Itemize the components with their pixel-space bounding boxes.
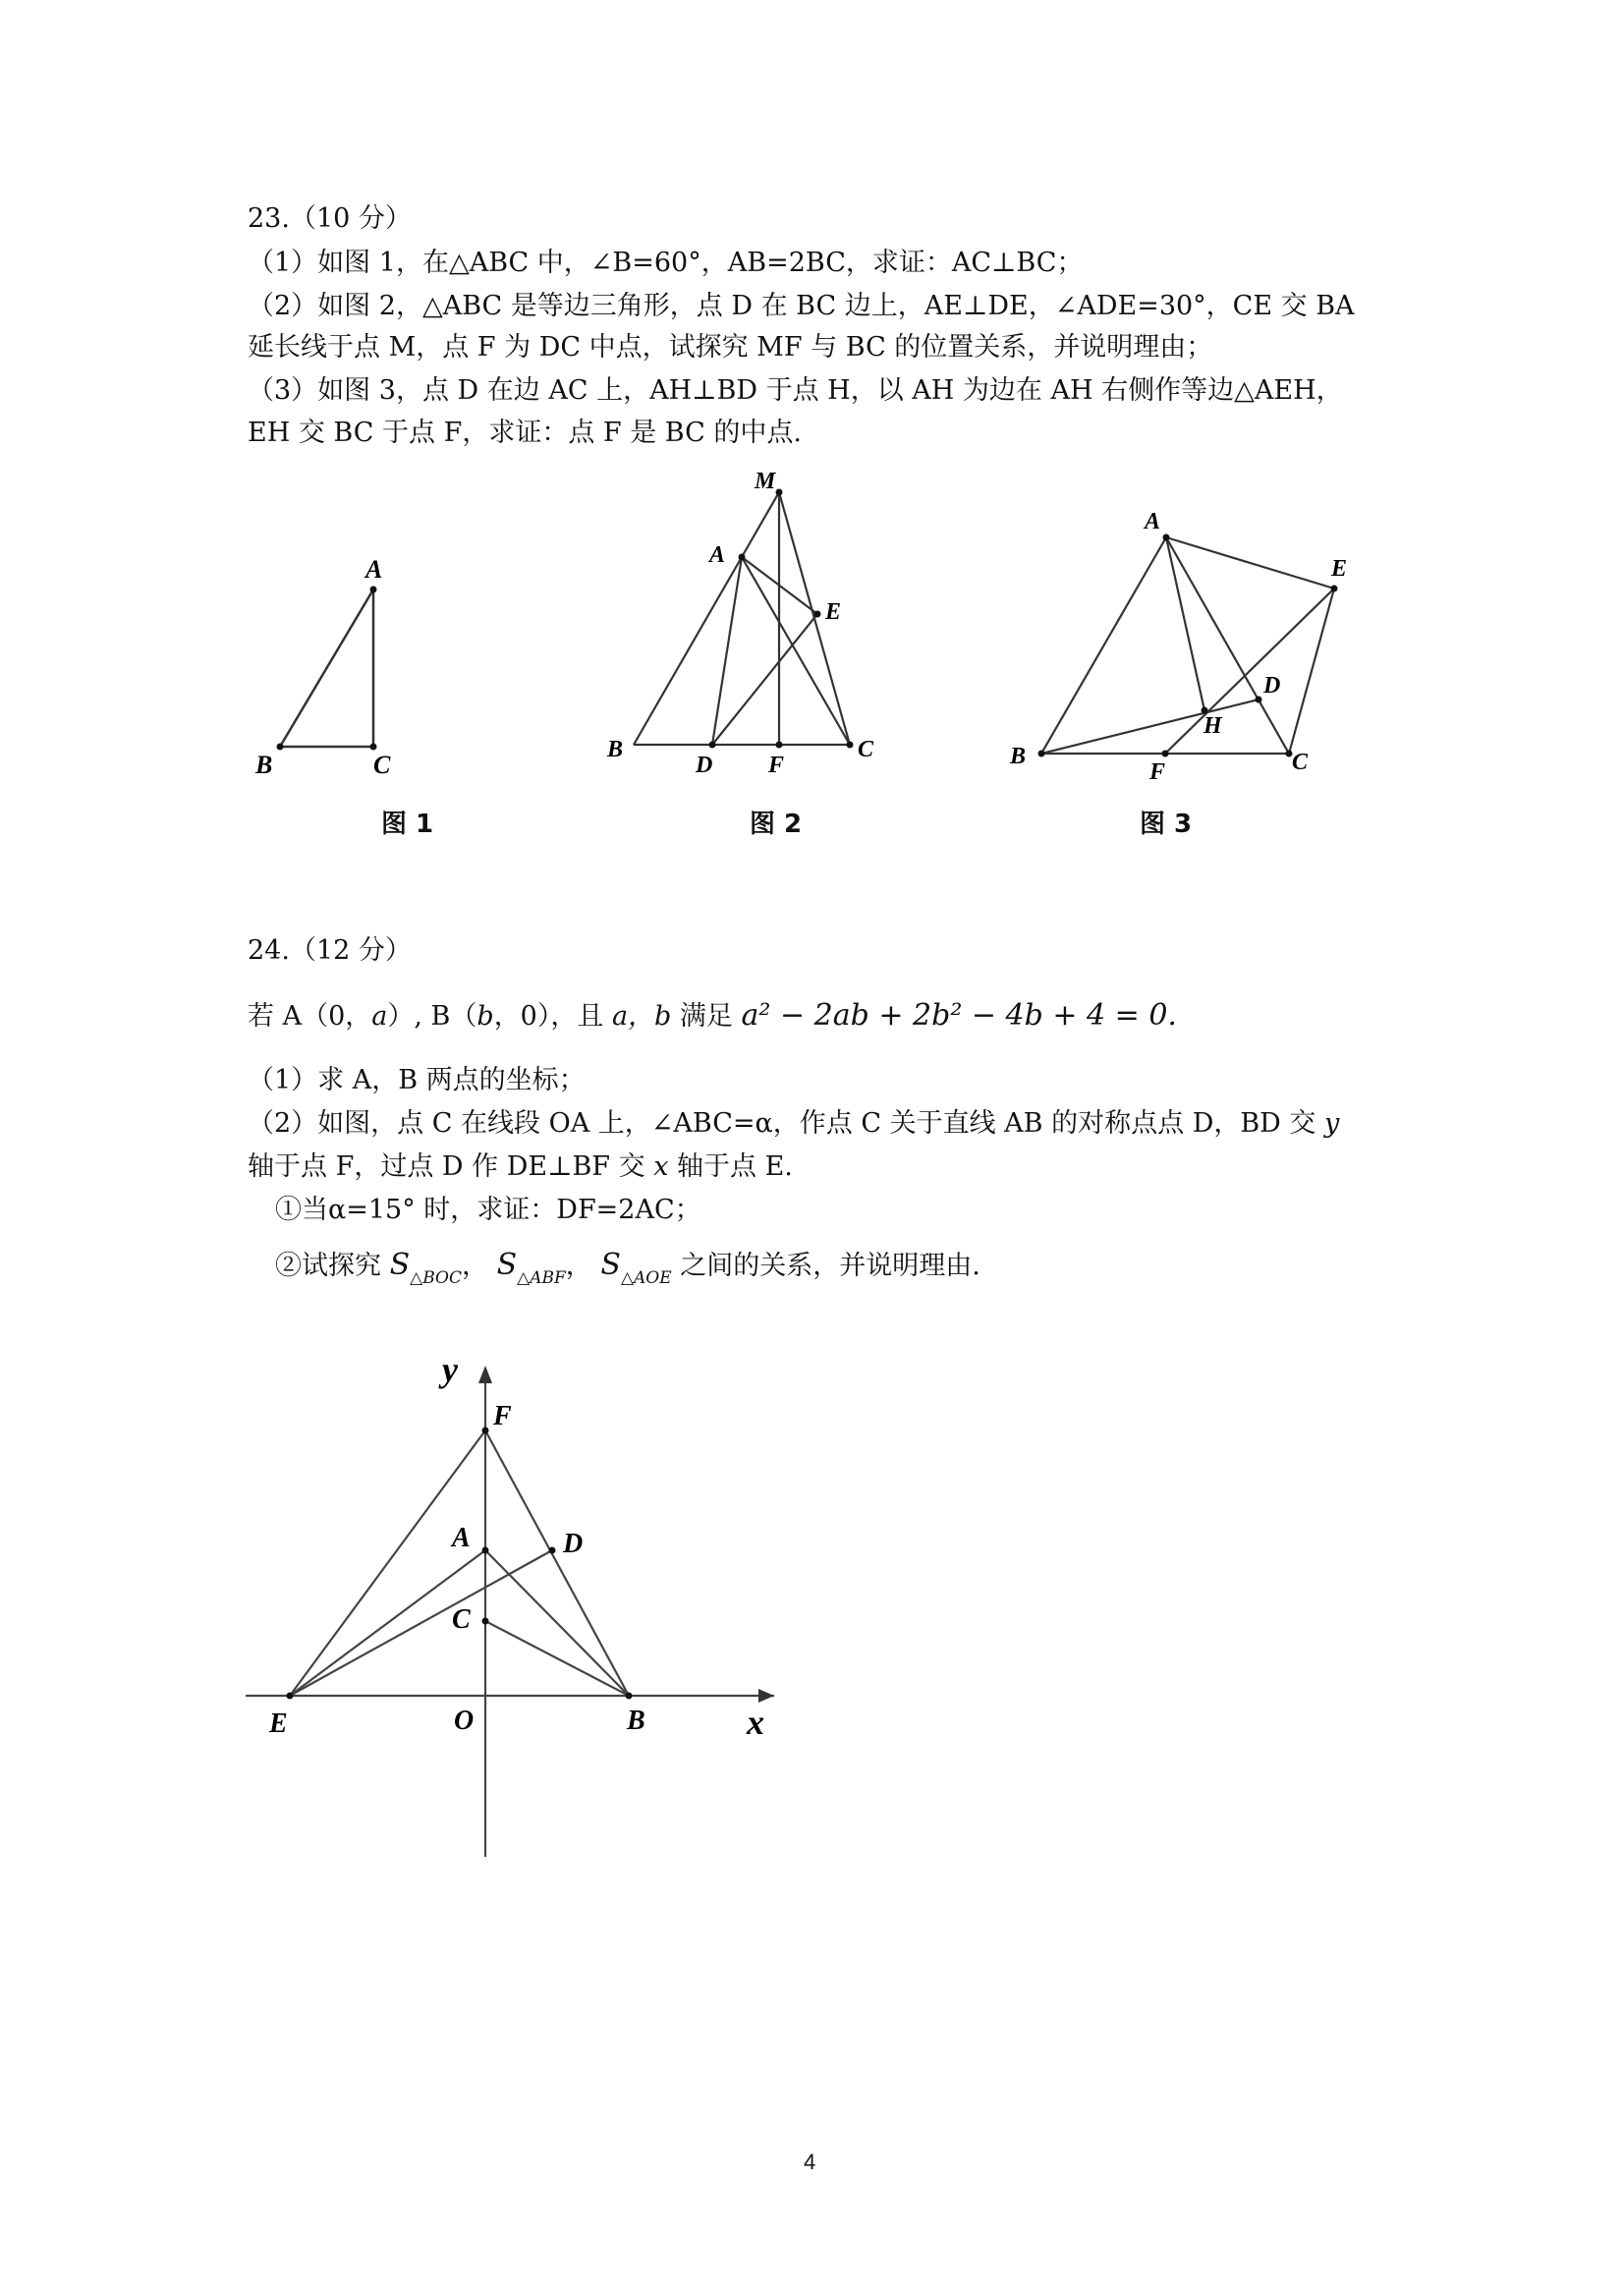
q24-axis-label-x: x (747, 1703, 764, 1742)
q24-sub2: ②试探究 $S_{\triangle BOC}$， $S_{\triangle ABF}$， $S_{\triangle AOE}$ 之间的关系，并说明理由. (275, 1248, 980, 1288)
fig2-label-c: C (858, 737, 874, 762)
q24-header: 24.（12 分） (248, 935, 412, 966)
q24-sub2-prefix: ②试探究 (275, 1251, 390, 1281)
q24-label-b: B (627, 1706, 645, 1736)
fig3-label-d: D (1263, 673, 1281, 699)
q23-part2-line1: （2）如图 2，△ABC 是等边三角形，点 D 在 BC 边上，AE⊥DE，∠ADE=30°，CE 交 BA (248, 291, 1355, 321)
fig3-label-c: C (1292, 750, 1309, 775)
q24-condition-b: b (476, 1001, 494, 1032)
q24-part1: （1）求 A，B 两点的坐标； (248, 1065, 586, 1095)
q24-area-sub-aoe: △AOE (620, 1268, 672, 1288)
q24-label-o: O (454, 1706, 475, 1736)
q24-part2-x: x (653, 1151, 669, 1182)
q24-part2-text2: 轴于点 F，过点 D 作 DE⊥BF 交 (248, 1151, 654, 1182)
fig3-label-e: E (1331, 556, 1348, 582)
q24-sub2-suffix: 之间的关系，并说明理由. (671, 1251, 980, 1281)
q24-equation: a² − 2ab + 2b² − 4b + 4 = 0. (741, 998, 1177, 1033)
page-number: 4 (804, 2150, 816, 2174)
q23-part2-line2: 延长线于点 M，点 F 为 DC 中点，试探究 MF 与 BC 的位置关系，并说明理由； (248, 332, 1213, 363)
q24-area-sub-abf: △ABF (517, 1268, 566, 1288)
fig2-label-f: F (768, 753, 785, 778)
q24-label-c: C (452, 1604, 471, 1635)
fig3-label-f: F (1149, 759, 1166, 785)
q23-part3-line1: （3）如图 3，点 D 在边 AC 上，AH⊥BD 于点 H，以 AH 为边在 AH 右侧作等边△AEH， (248, 375, 1343, 406)
q24-label-a: A (452, 1523, 471, 1553)
q24-axis-label-y: y (442, 1350, 458, 1389)
q24-part2-line2 (248, 1148, 793, 1187)
fig3-label-a: A (1145, 509, 1161, 534)
q23-part1: （1）如图 1，在△ABC 中，∠B=60°，AB=2BC，求证：AC⊥BC； (248, 248, 1084, 278)
figure-3 (1002, 501, 1375, 796)
q24-area-s-3: S (600, 1248, 621, 1282)
q24-condition-ab: a，b (611, 1001, 672, 1032)
q24-sub1: ①当α=15° 时，求证：DF=2AC； (275, 1195, 701, 1225)
fig1-label-c: C (373, 751, 391, 779)
q24-label-d: D (563, 1529, 584, 1559)
q24-part2-y: y (1324, 1108, 1340, 1139)
figure-q24 (236, 1346, 796, 1867)
q24-condition-mid2: ，0），且 (493, 1001, 612, 1032)
fig2-label-b: B (607, 737, 624, 762)
q24-condition-mid3: 满足 (671, 1001, 742, 1032)
fig3-label-h: H (1203, 713, 1222, 739)
figure-1 (246, 550, 422, 786)
q23-part3-line2: EH 交 BC 于点 F，求证：点 F 是 BC 的中点. (248, 418, 802, 448)
q24-area-s-2: S (496, 1248, 518, 1282)
fig2-label-a: A (709, 542, 726, 568)
fig2-label-d: D (696, 753, 713, 778)
q24-condition (248, 996, 1177, 1036)
fig2-label-m: M (755, 469, 776, 494)
q24-condition-mid1: ）, B（ (387, 1001, 477, 1032)
q24-area-sub-boc: △BOC (410, 1268, 462, 1288)
q24-label-e: E (269, 1708, 288, 1739)
figure-2-caption: 图 2 (750, 810, 803, 839)
fig1-label-a: A (365, 555, 383, 584)
q24-condition-prefix: 若 A（0， (248, 1001, 372, 1032)
figure-3-caption: 图 3 (1140, 810, 1193, 839)
q24-condition-a: a (371, 1001, 388, 1032)
q24-area-s-1: S (389, 1248, 411, 1282)
fig1-label-b: B (255, 751, 273, 779)
fig3-label-b: B (1010, 744, 1027, 769)
q24-label-f: F (493, 1401, 512, 1431)
q23-header: 23.（10 分） (248, 203, 412, 234)
q24-part2-line1 (248, 1104, 1339, 1144)
fig2-label-e: E (825, 599, 842, 625)
q24-part2-text3: 轴于点 E. (668, 1151, 793, 1182)
q24-part2-text1: （2）如图，点 C 在线段 OA 上，∠ABC=α，作点 C 关于直线 AB 的对称点点 D，BD 交 (248, 1108, 1324, 1139)
figure-2 (589, 462, 894, 786)
figure-1-caption: 图 1 (381, 810, 434, 839)
